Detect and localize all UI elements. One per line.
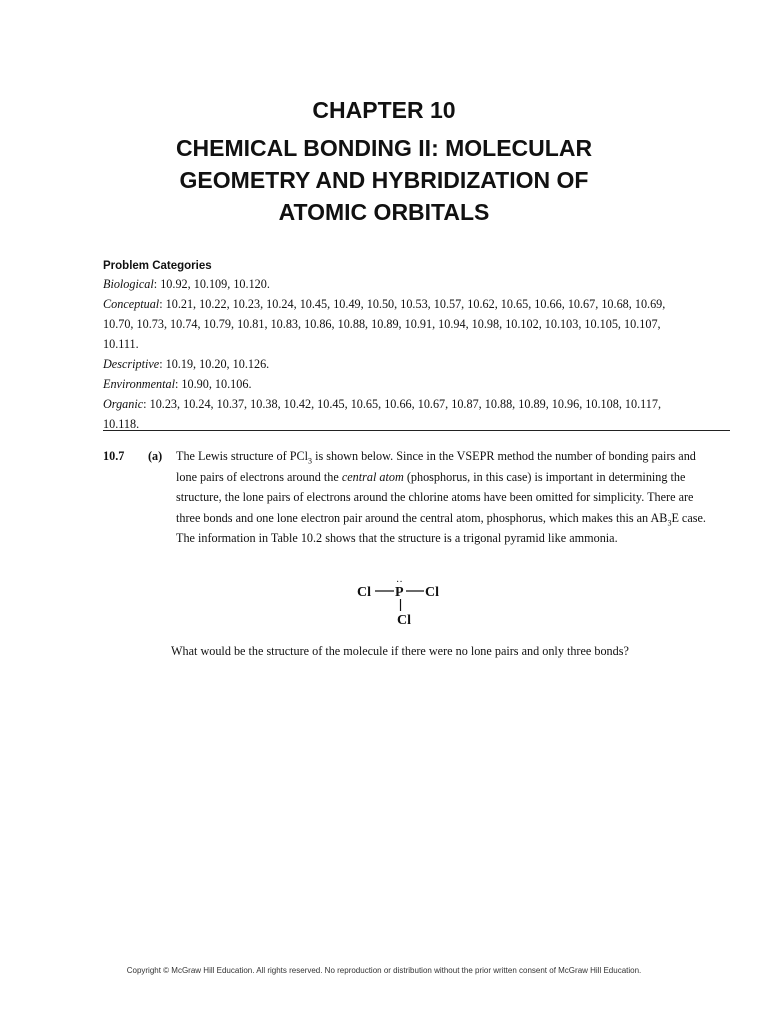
category-name: Environmental (103, 377, 175, 391)
subscript: 3 (667, 517, 672, 527)
category-name: Organic (103, 397, 144, 411)
category-biological (103, 274, 683, 294)
category-conceptual (103, 294, 683, 354)
category-values: : 10.19, 10.20, 10.126. (159, 357, 270, 371)
category-name: Biological (103, 277, 154, 291)
subscript: 3 (308, 456, 313, 466)
text-run: is shown below. Since in the VSEPR method the number of bonding pairs and lone pairs of electrons around the (176, 449, 696, 484)
section-divider (103, 430, 730, 431)
atom-cl-bottom: Cl (397, 613, 411, 628)
chapter-number: CHAPTER 10 (312, 97, 456, 123)
category-values: : 10.90, 10.106. (174, 377, 252, 391)
lewis-structure-pcl3 (357, 577, 447, 630)
lewis-structure-diagram (357, 577, 447, 630)
category-descriptive (103, 354, 683, 374)
problem-part-label: (a) (148, 449, 163, 463)
category-values: : 10.23, 10.24, 10.37, 10.38, 10.42, 10.45, 10.65, 10.66, 10.67, 10.87, 10.88, 10.89, 10.96, 10.108, 10.117, 10.118. (103, 397, 662, 431)
chapter-title-line-2: GEOMETRY AND HYBRIDIZATION OF (179, 167, 589, 193)
text-run: (phosphorus, in this case) is important in determining the structure, the lone pairs of electrons around the chlorine atoms have been omitted for simplicity. There are three bonds and one lone electron pair around the central atom, phosphorus, which makes this an AB (176, 469, 694, 525)
category-environmental (103, 374, 683, 394)
category-name: Conceptual (103, 297, 160, 311)
atom-cl-left: Cl (357, 585, 371, 600)
emphasis-text: central atom (341, 469, 404, 484)
copyright-footer: Copyright © McGraw Hill Education. All rights reserved. No reproduction or distribution without the prior written consent of McGraw Hill Education. (126, 966, 642, 975)
lone-pair-dots: ·· (396, 577, 403, 588)
atom-p-center: P (395, 585, 404, 600)
categories-heading: Problem Categories (103, 260, 212, 272)
category-organic (103, 394, 683, 434)
problem-number: 10.7 (103, 449, 125, 463)
chapter-title-line-1: CHEMICAL BONDING II: MOLECULAR (175, 135, 593, 161)
category-values: : 10.21, 10.22, 10.23, 10.24, 10.45, 10.49, 10.50, 10.53, 10.57, 10.62, 10.65, 10.66, 10.67, 10.68, 10.69, 10.70, 10.73, 10.74, 10.79, 10.81, 10.83, 10.86, 10.88, 10.89, 10.91, 10.94, 10.98, 10.102, 10.103, 10.105, 10.107, 10.111. (103, 297, 666, 351)
category-name: Descriptive (103, 357, 160, 371)
title-block (0, 96, 768, 228)
text-run: The Lewis structure of PCl (176, 449, 309, 463)
follow-up-question: What would be the structure of the molecule if there were no lone pairs and only three bonds? (171, 644, 629, 658)
problem-categories (103, 258, 683, 434)
problem-text (176, 446, 706, 549)
text-run: E case. The information in Table 10.2 shows that the structure is a trigonal pyramid like ammonia. (176, 510, 706, 545)
category-values: : 10.92, 10.109, 10.120. (153, 277, 270, 291)
atom-cl-right: Cl (425, 585, 439, 600)
chapter-title-line-3: ATOMIC ORBITALS (278, 199, 490, 225)
